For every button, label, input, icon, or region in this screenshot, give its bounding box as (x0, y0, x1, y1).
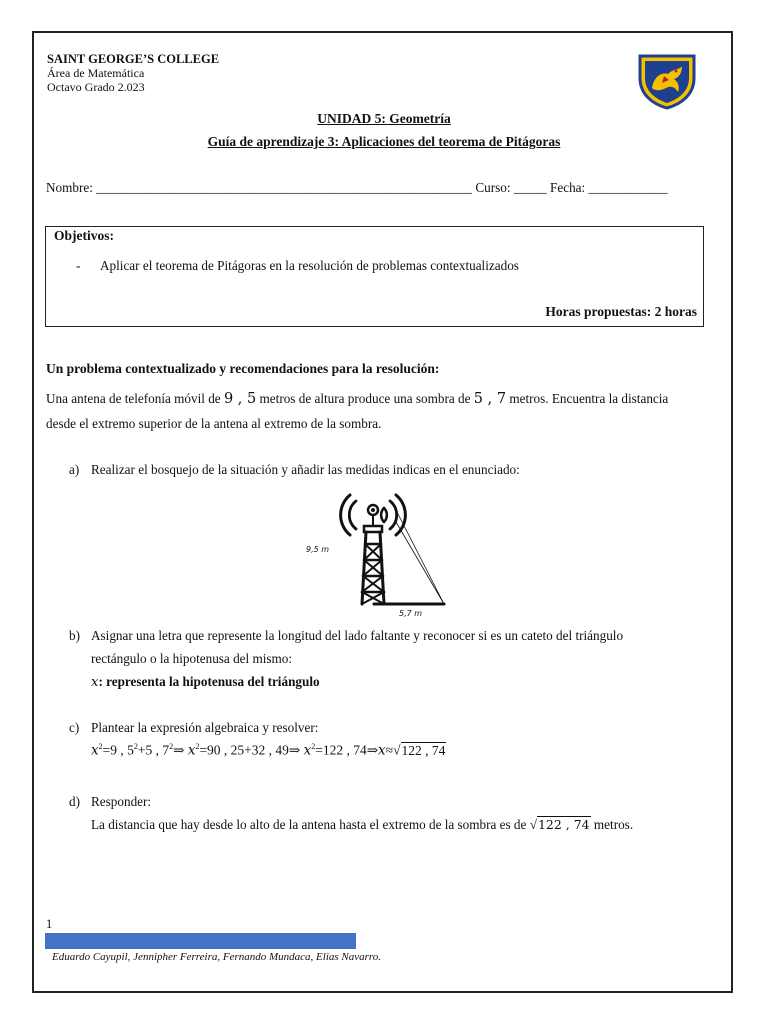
problem-text: metros de altura produce una sombra de (256, 391, 474, 406)
objectives-box (45, 226, 704, 327)
sqrt-sign: √ (529, 817, 537, 832)
unit-title: UNIDAD 5: Geometría (317, 111, 451, 126)
eq-exp: 2 (169, 742, 174, 751)
eq-exp: 2 (311, 742, 316, 751)
problem-statement (46, 391, 716, 407)
step-a-label: a) (69, 462, 80, 477)
step-b-text: Asignar una letra que represente la longitud del lado faltante y reconocer si es un cateto del triángulo (91, 628, 624, 643)
eq-arrow: ⇒ (173, 742, 185, 758)
step-d-text: Responder: (91, 794, 152, 809)
eq-part: =90 , 25+32 , 49 (199, 742, 289, 758)
step-c-text: Plantear la expresión algebraica y resolver: (91, 720, 319, 735)
antenna-sketch (296, 488, 456, 620)
step-b-answer (91, 674, 320, 690)
eq-approx: ≈ (385, 742, 394, 758)
area-name: Área de Matemática (47, 66, 145, 80)
answer-root: 122 , 74 (537, 817, 590, 832)
step-b-text-line2: rectángulo o la hipotenusa del mismo: (91, 651, 293, 666)
eq-x: x (187, 742, 196, 759)
eq-x: x (378, 742, 386, 759)
student-form-line: Nombre: _________________________________________________________ Curso: _____ Fecha: ____________ (46, 180, 668, 195)
eq-part: =9 , 5 (102, 742, 134, 758)
answer-text: : representa la hipotenusa del triángulo (98, 674, 320, 689)
problem-statement-line2: desde el extremo superior de la antena al extremo de la sombra. (46, 416, 382, 431)
eq-arrow: ⇒ (366, 742, 379, 758)
eq-x: x (91, 742, 99, 759)
objectives-title: Objetivos: (54, 228, 114, 243)
authors: Eduardo Cayupil, Jennipher Ferreira, Fernando Mundaca, Elias Navarro. (52, 951, 382, 963)
step-d-label: d) (69, 794, 80, 809)
answer-text: metros. (590, 817, 634, 832)
problem-text: Una antena de telefonía móvil de (46, 391, 224, 406)
shadow-label: 5,7 m (399, 609, 423, 618)
equation (91, 742, 446, 759)
eq-x: x (303, 742, 312, 759)
eq-part: +5 , 7 (137, 742, 170, 758)
step-b-label: b) (69, 628, 80, 643)
step-c-label: c) (69, 720, 80, 735)
eq-exp: 2 (98, 742, 103, 751)
step-d-answer (91, 817, 633, 833)
shadow-value: 5 , 7 (473, 391, 507, 407)
eq-part: =122 , 74 (315, 742, 367, 758)
objectives-bullet: - (76, 258, 81, 273)
eq-exp: 2 (133, 742, 138, 751)
answer-text: La distancia que hay desde lo alto de la antena hasta el extremo de la sombra es de (91, 817, 530, 832)
school-shield-icon (636, 52, 698, 110)
school-header (47, 52, 219, 94)
problem-heading: Un problema contextualizado y recomendaciones para la resolución: (46, 361, 440, 376)
eq-root: 122 , 74 (401, 742, 446, 758)
objective-item: Aplicar el teorema de Pitágoras en la resolución de problemas contextualizados (100, 258, 519, 273)
step-a-text: Realizar el bosquejo de la situación y añadir las medidas indicas en el enunciado: (91, 462, 520, 477)
sqrt-sign: √ (393, 742, 401, 758)
height-label: 9,5 m (306, 545, 330, 554)
height-value: 9 , 5 (223, 391, 257, 407)
variable-x: x (91, 675, 99, 690)
eq-exp: 2 (195, 742, 200, 751)
footer-bar (45, 933, 356, 949)
page-number: 1 (46, 917, 53, 931)
school-name: SAINT GEORGE’S COLLEGE (47, 52, 220, 66)
guide-title: Guía de aprendizaje 3: Aplicaciones del teorema de Pitágoras (207, 134, 561, 149)
proposed-hours: Horas propuestas: 2 horas (545, 304, 697, 319)
problem-text: metros. Encuentra la distancia (506, 391, 669, 406)
eq-arrow: ⇒ (288, 742, 301, 758)
grade-label: Octavo Grado 2.023 (47, 80, 145, 94)
